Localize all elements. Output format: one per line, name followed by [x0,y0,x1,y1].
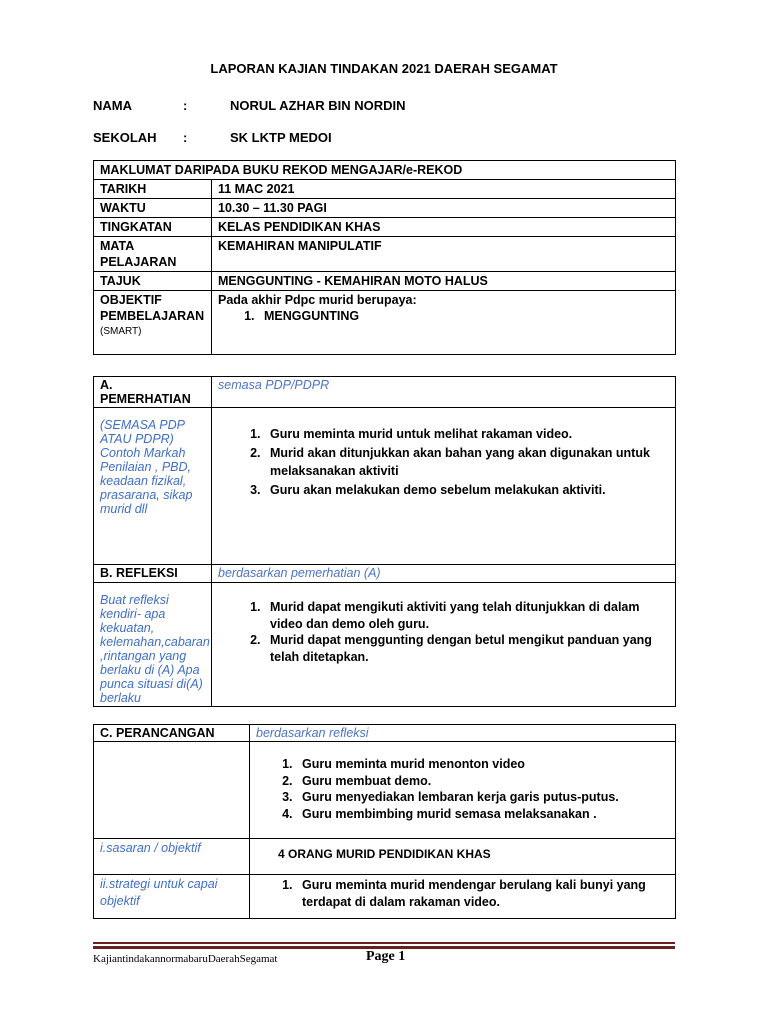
objektif-value-cell [212,291,676,355]
nama-colon: : [183,98,188,113]
list-item: 1. Guru meminta murid mendengar berulang kali bunyi yang terdapat di dalam rakaman video. [296,877,669,910]
record-row [94,237,676,272]
record-heading: MAKLUMAT DARIPADA BUKU REKOD MENGAJAR/e-REKOD [94,161,676,180]
sekolah-label: SEKOLAH [93,130,157,145]
record-row [94,272,676,291]
sasaran-value [250,839,676,875]
list-item: 2. Murid dapat menggunting dengan betul mengikut panduan yang telah ditetapkan. [264,632,669,665]
objektif-label: OBJEKTIF PEMBELAJARAN [100,293,205,323]
list-item: 2. Murid akan ditunjukkan akan bahan yang akan digunakan untuk melaksanakan aktiviti [264,444,669,481]
objektif-list [218,308,669,324]
record-heading-row [94,161,676,180]
strategi-list [256,877,669,910]
sasaran-text: 4 ORANG MURID PENDIDIKAN KHAS [278,847,491,861]
record-value: MENGGUNTING - KEMAHIRAN MOTO HALUS [212,272,676,291]
objektif-intro: Pada akhir Pdpc murid berupaya: [218,293,417,307]
section-a-table [93,376,676,707]
record-value: 11 MAC 2021 [212,180,676,199]
list-item: 1. Guru meminta murid menonton video [296,756,669,773]
strategi-row [94,875,676,919]
section-c-table [93,724,676,919]
list-item: 3. Guru menyediakan lembaran kerja garis putus-putus. [296,789,669,806]
record-table [93,160,676,355]
record-label: TAJUK [94,272,212,291]
list-item: 3. Guru akan melakukan demo sebelum melakukan aktiviti. [264,481,669,500]
record-value: KEMAHIRAN MANIPULATIF [212,237,676,272]
page-title: LAPORAN KAJIAN TINDAKAN 2021 DAERAH SEGAMAT [210,61,558,76]
nama-label: NAMA [93,98,132,113]
section-a-content [212,408,676,565]
list-item: 1. MENGGUNTING [258,308,669,324]
list-item: 2. Guru membuat demo. [296,773,669,790]
section-b-body [94,583,676,707]
section-b-content [212,583,676,707]
footer-text: KajiantindakannormabaruDaerahSegamat [93,953,278,965]
section-c-content [250,742,676,839]
section-b-list [218,599,669,665]
sekolah-value: SK LKTP MEDOI [230,130,332,145]
section-a-subtitle: semasa PDP/PDPR [212,377,676,408]
section-c-header [94,725,676,742]
record-value: 10.30 – 11.30 PAGI [212,199,676,218]
page-number: Page 1 [366,949,406,964]
objektif-row [94,291,676,355]
record-value: KELAS PENDIDIKAN KHAS [212,218,676,237]
section-b-title: B. REFLEKSI [94,565,212,583]
sasaran-label: i.sasaran / objektif [94,839,250,875]
record-label: TARIKH [94,180,212,199]
section-c-empty [94,742,250,839]
section-a-title: A. PEMERHATIAN [94,377,212,408]
section-a-header [94,377,676,408]
list-item: 1. Murid dapat mengikuti aktiviti yang telah ditunjukkan di dalam video dan demo oleh guru. [264,599,669,632]
section-c-subtitle: berdasarkan refleksi [250,725,676,742]
list-item: 1. Guru meminta murid untuk melihat rakaman video. [264,425,669,444]
section-a-note: (SEMASA PDP ATAU PDPR) Contoh Markah Penilaian , PBD, keadaan fizikal, prasarana, sikap murid dll [94,408,212,565]
list-item: 4. Guru membimbing murid semasa melaksanakan . [296,806,669,823]
section-a-body [94,408,676,565]
objektif-label-cell [94,291,212,355]
strategi-label: ii.strategi untuk capai objektif [94,875,250,919]
sasaran-row [94,839,676,875]
record-label: TINGKATAN [94,218,212,237]
record-label: MATA PELAJARAN [94,237,212,272]
record-row [94,199,676,218]
nama-value: NORUL AZHAR BIN NORDIN [230,98,406,113]
record-row [94,218,676,237]
record-row [94,180,676,199]
sekolah-colon: : [183,130,188,145]
record-label: WAKTU [94,199,212,218]
section-b-subtitle: berdasarkan pemerhatian (A) [212,565,676,583]
footer-divider [93,942,675,949]
strategi-content [250,875,676,919]
section-b-header [94,565,676,583]
section-a-list [218,425,669,499]
objektif-sub: (SMART) [100,326,142,337]
section-c-body [94,742,676,839]
section-b-note: Buat refleksi kendiri- apa kekuatan, kelemahan,cabaran ,rintangan yang berlaku di (A) Apa punca situasi di(A) berlaku [94,583,212,707]
section-c-title: C. PERANCANGAN [94,725,250,742]
section-c-list [256,756,669,822]
